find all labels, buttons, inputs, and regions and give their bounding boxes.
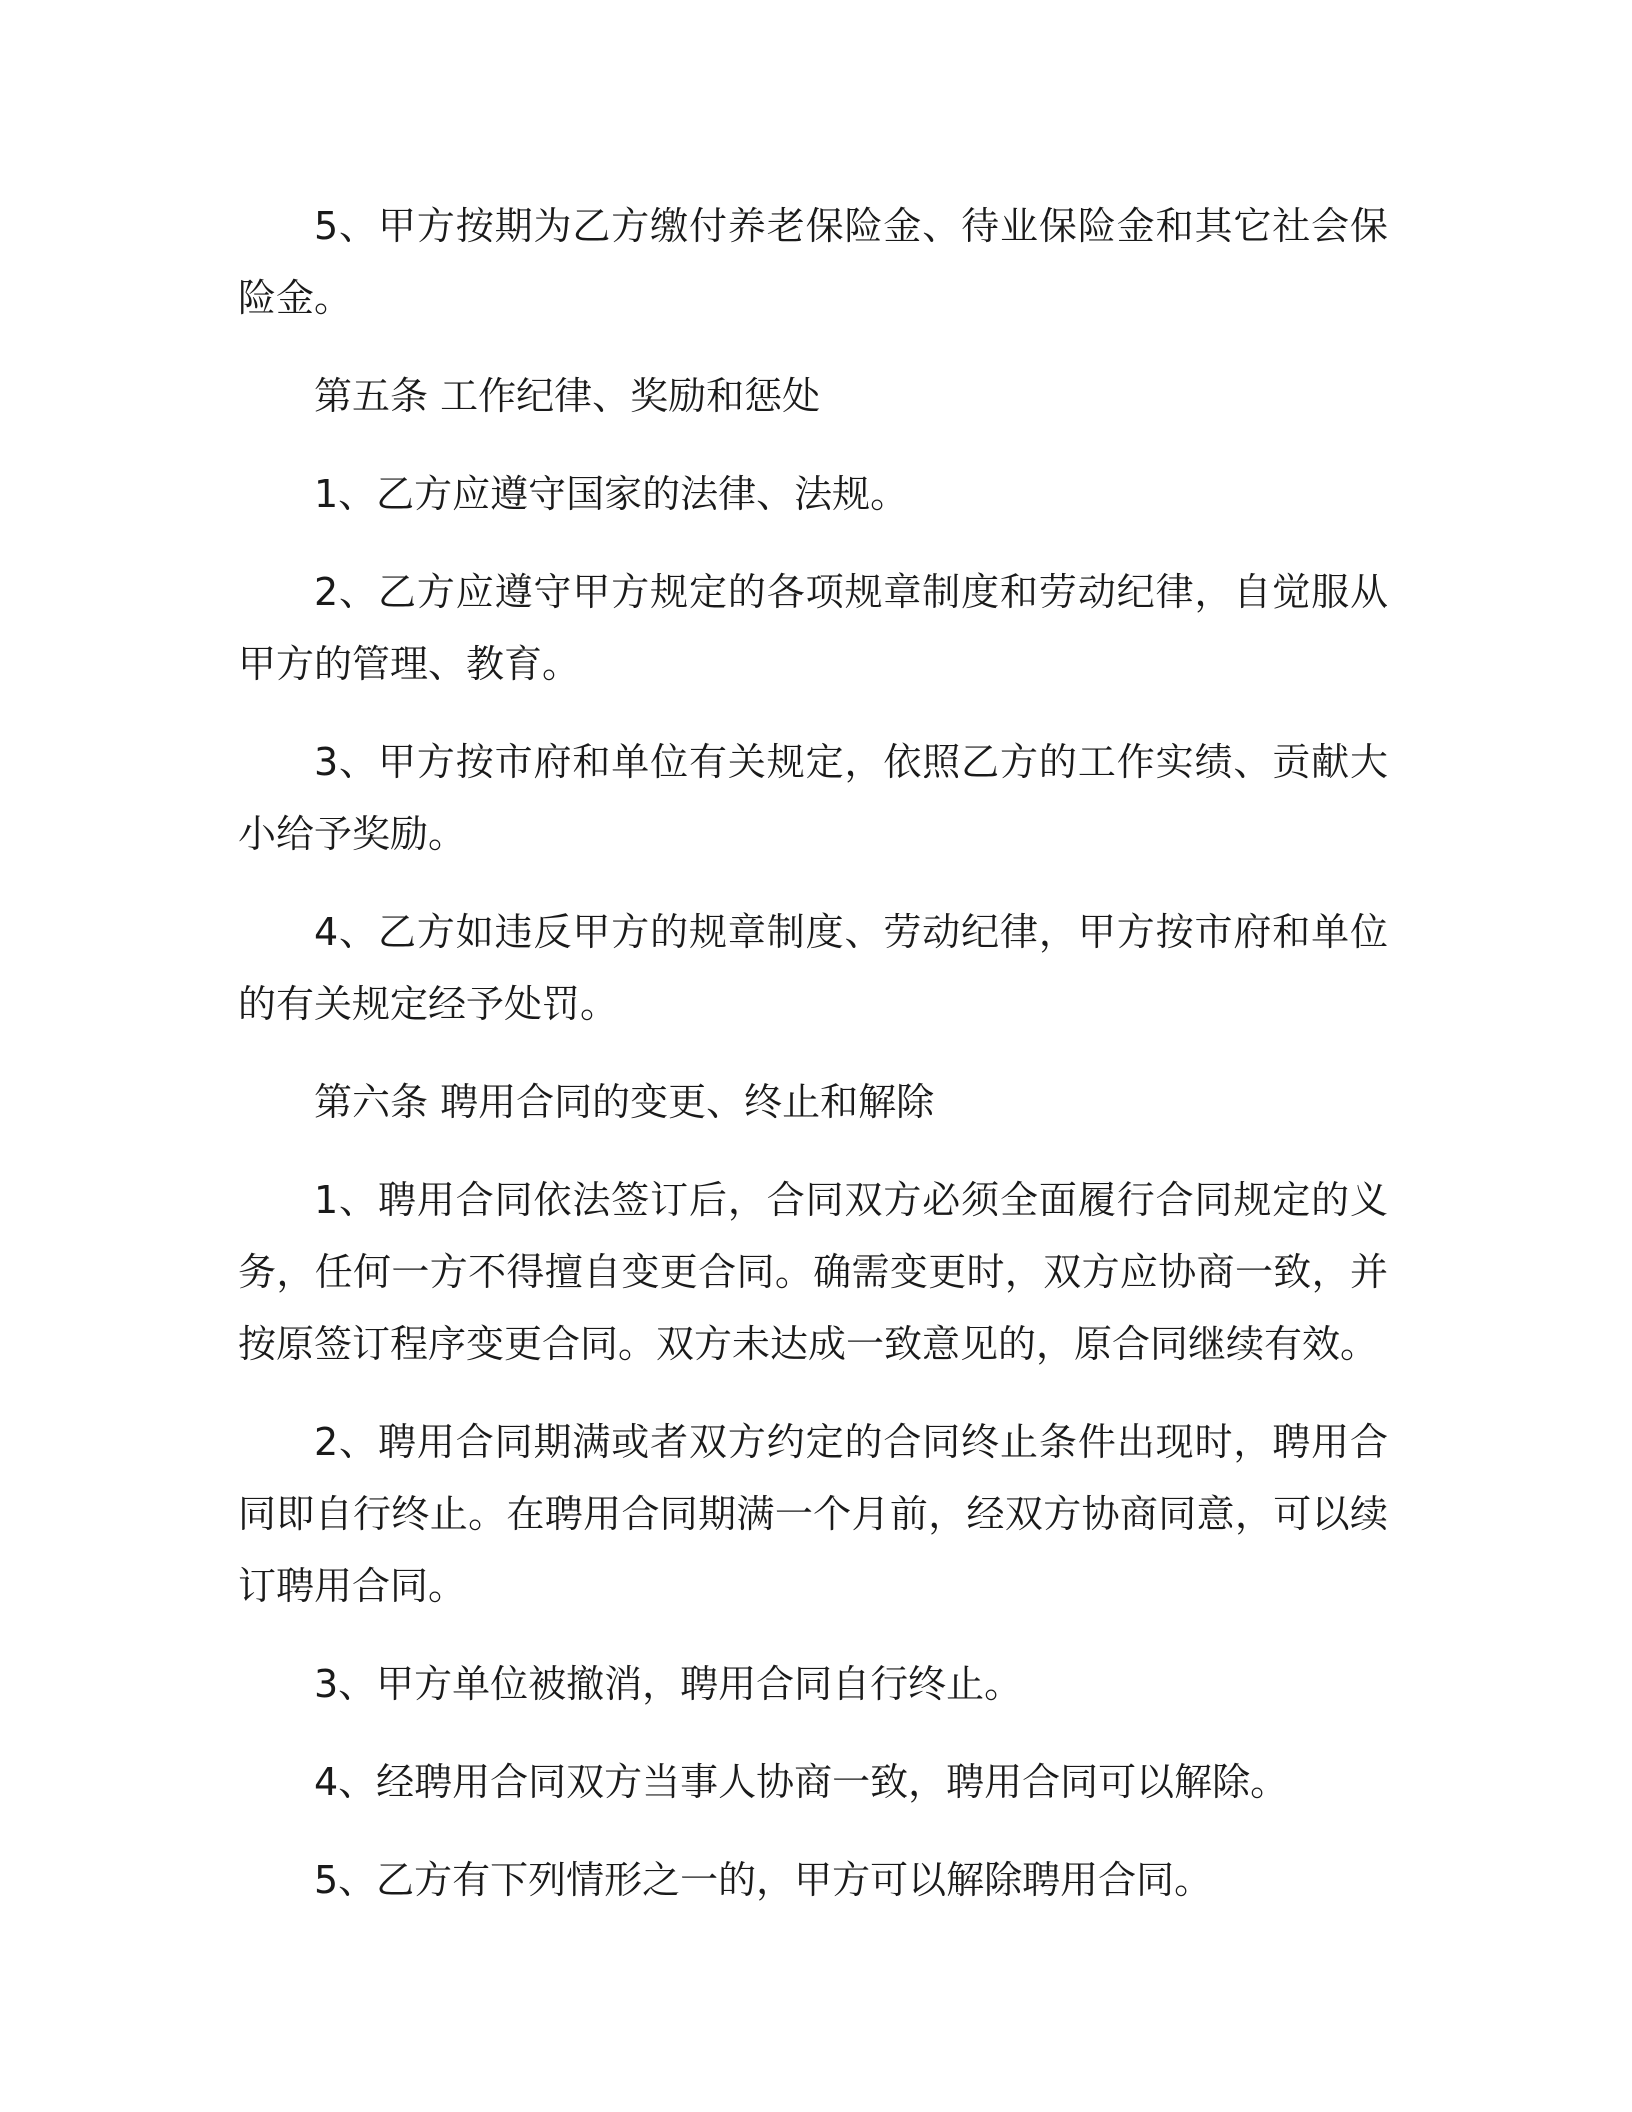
paragraph-social-insurance: 5、甲方按期为乙方缴付养老保险金、待业保险金和其它社会保险金。 xyxy=(238,204,1388,320)
section-heading-article-6: 第六条 聘用合同的变更、终止和解除 xyxy=(314,1080,935,1124)
paragraph-article-6-item-3: 3、甲方单位被撤消，聘用合同自行终止。 xyxy=(314,1662,1023,1706)
paragraph-article-6-item-4: 4、经聘用合同双方当事人协商一致，聘用合同可以解除。 xyxy=(314,1760,1289,1804)
paragraph-article-5-item-4: 4、乙方如违反甲方的规章制度、劳动纪律，甲方按市府和单位的有关规定经予处罚。 xyxy=(238,910,1388,1026)
paragraph-article-6-item-2: 2、聘用合同期满或者双方约定的合同终止条件出现时，聘用合同即自行终止。在聘用合同期满一个月前，经双方协商同意，可以续订聘用合同。 xyxy=(238,1420,1388,1608)
paragraph-article-5-item-1: 1、乙方应遵守国家的法律、法规。 xyxy=(314,472,909,516)
paragraph-article-5-item-3: 3、甲方按市府和单位有关规定，依照乙方的工作实绩、贡献大小给予奖励。 xyxy=(238,740,1388,856)
paragraph-article-6-item-1: 1、聘用合同依法签订后，合同双方必须全面履行合同规定的义务，任何一方不得擅自变更合同。确需变更时，双方应协商一致，并按原签订程序变更合同。双方未达成一致意见的，原合同继续有效。 xyxy=(238,1178,1388,1366)
section-heading-article-5: 第五条 工作纪律、奖励和惩处 xyxy=(314,374,821,418)
paragraph-article-5-item-2: 2、乙方应遵守甲方规定的各项规章制度和劳动纪律，自觉服从甲方的管理、教育。 xyxy=(238,570,1388,686)
document-body xyxy=(238,190,1388,1942)
paragraph-article-6-item-5: 5、乙方有下列情形之一的，甲方可以解除聘用合同。 xyxy=(314,1858,1213,1902)
